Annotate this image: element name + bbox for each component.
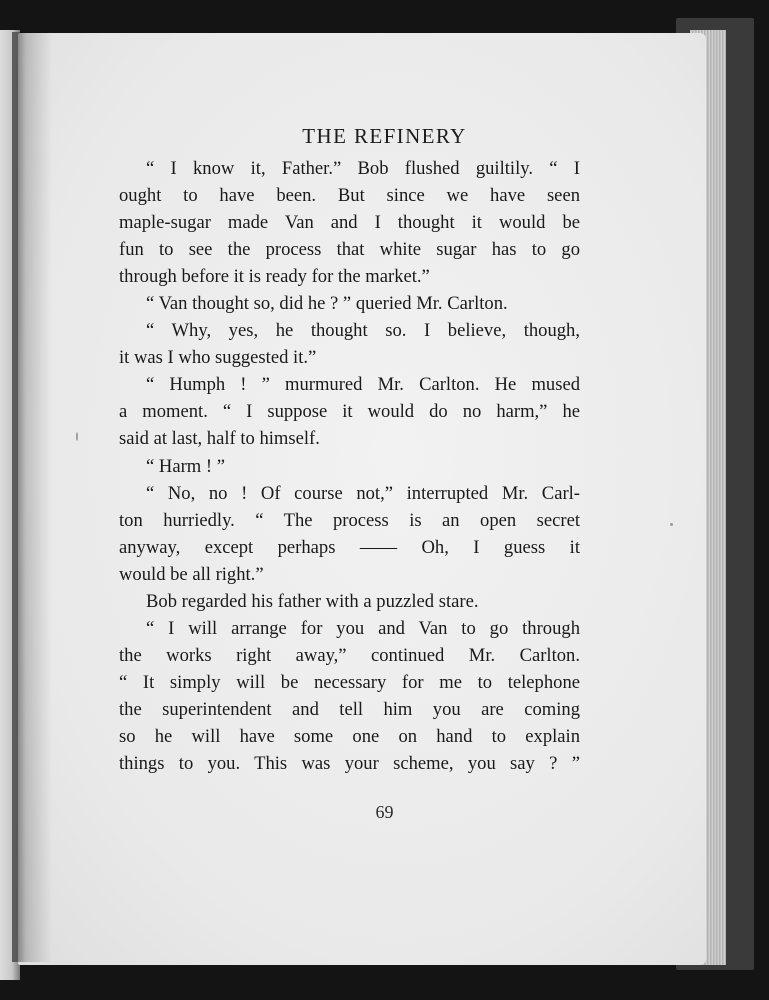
- running-head: THE REFINERY: [302, 124, 467, 148]
- text-line: so he will have some one on hand to explain: [119, 725, 580, 747]
- text-line: “ No, no ! Of course not,” interrupted Mr. Carl-: [146, 482, 580, 504]
- paper-speck: [670, 523, 673, 526]
- text-line: a moment. “ I suppose it would do no harm,” he: [119, 401, 580, 423]
- text-line: “ Van thought so, did he ? ” queried Mr. Carlton.: [146, 293, 508, 315]
- text-line: the superintendent and tell him you are coming: [119, 698, 580, 720]
- text-line: “ Harm ! ”: [146, 455, 225, 477]
- text-line: it was I who suggested it.”: [119, 347, 317, 369]
- body-text: [119, 155, 580, 777]
- paper-speck: [76, 432, 78, 441]
- text-line: Bob regarded his father with a puzzled stare.: [146, 590, 479, 612]
- text-line: said at last, half to himself.: [119, 428, 320, 450]
- text-line: “ I will arrange for you and Van to go through: [146, 617, 580, 639]
- text-line: things to you. This was your scheme, you say ? ”: [119, 753, 580, 775]
- text-line: maple-sugar made Van and I thought it would be: [119, 212, 580, 234]
- text-line: ought to have been. But since we have seen: [119, 185, 580, 207]
- text-line: the works right away,” continued Mr. Carlton.: [119, 644, 580, 666]
- text-line: fun to see the process that white sugar has to go: [119, 239, 580, 261]
- text-line: “ Why, yes, he thought so. I believe, though,: [146, 320, 580, 342]
- text-line: ton hurriedly. “ The process is an open secret: [119, 509, 580, 531]
- text-line: would be all right.”: [119, 563, 264, 585]
- page-number: 69: [375, 802, 394, 822]
- text-line: anyway, except perhaps —— Oh, I guess it: [119, 536, 580, 558]
- text-line: “ I know it, Father.” Bob flushed guiltily. “ I: [146, 158, 580, 179]
- text-line: through before it is ready for the market.”: [119, 266, 430, 288]
- text-line: “ Humph ! ” murmured Mr. Carlton. He mused: [146, 374, 580, 396]
- text-line: “ It simply will be necessary for me to telephone: [119, 671, 580, 693]
